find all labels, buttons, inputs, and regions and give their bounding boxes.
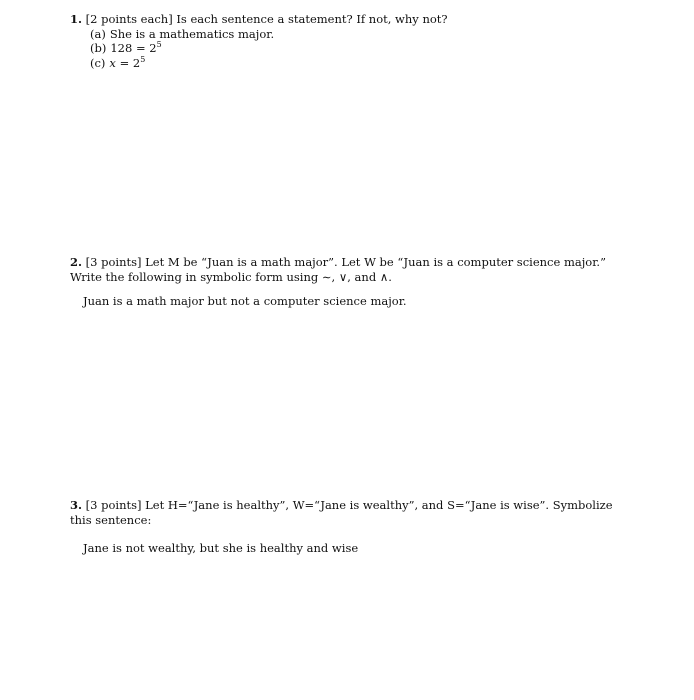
problem-3-task: Jane is not wealthy, but she is healthy and wise (83, 541, 359, 555)
problem-1-text: Is each sentence a statement? If not, why not? (176, 12, 448, 26)
problem-3-text: Let H=“Jane is healthy”, W=“Jane is wealthy”, and S=“Jane is wise”. Symbolize this sentence: (70, 498, 613, 527)
problem-1-items (70, 27, 625, 71)
problem-3-number: 3. (70, 498, 83, 512)
item-tag: (c) (90, 55, 106, 70)
problem-1 (70, 12, 625, 70)
problem-2 (70, 255, 625, 309)
equation-exponent: 5 (140, 54, 146, 64)
problem-3 (70, 498, 625, 556)
problem-2-prompt (70, 255, 625, 284)
equation-variable: x (109, 55, 116, 70)
item-text: She is a mathematics major. (109, 26, 275, 41)
problem-1-prompt (70, 12, 625, 27)
problem-2-task: Juan is a math major but not a computer science major. (83, 294, 407, 308)
equation-lhs: 128 = (110, 41, 146, 55)
list-item (90, 27, 625, 42)
equation-relation: = (119, 55, 130, 70)
equation-base: 2 (149, 41, 157, 55)
list-item (90, 41, 625, 56)
problem-2-points: [3 points] (85, 255, 142, 269)
equation-exponent: 5 (156, 40, 162, 49)
equation-base: 2 (132, 55, 141, 70)
item-tag: (a) (90, 26, 106, 41)
problem-3-points: [3 points] (85, 498, 142, 512)
item-tag: (b) (90, 41, 107, 55)
problem-1-points: [2 points each] (85, 12, 173, 26)
problem-3-prompt (70, 498, 625, 527)
list-item (90, 56, 625, 71)
problem-2-number: 2. (70, 255, 83, 269)
problem-1-number: 1. (70, 12, 83, 26)
problem-2-text: Let M be “Juan is a math major”. Let W be “Juan is a computer science major.” Write the following in symbolic form using ∼, ∨, and ∧. (70, 255, 606, 284)
